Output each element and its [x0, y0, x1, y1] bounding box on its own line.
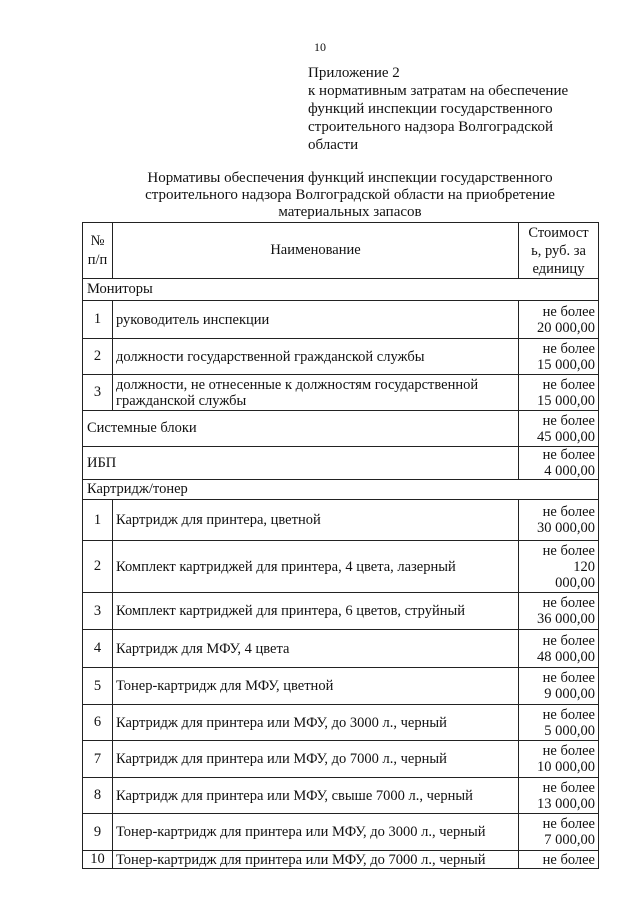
heading-line: Нормативы обеспечения функций инспекции государственного — [147, 170, 553, 186]
item-name-line: Картридж для МФУ, 4 цвета — [116, 640, 290, 657]
table-row — [83, 778, 599, 814]
row-number: 10 — [83, 851, 113, 869]
cost-line: не более — [542, 670, 595, 686]
header-number — [83, 223, 113, 279]
item-name-line: Комплект картриджей для принтера, 6 цветов, струйный — [116, 603, 465, 619]
cost-line: 36 000,00 — [537, 611, 595, 627]
table-row — [83, 668, 599, 705]
heading-line: материальных запасов — [278, 204, 422, 220]
section-label: ИБП — [83, 447, 519, 480]
cost-line: не более — [542, 706, 595, 723]
cost-cell — [519, 778, 599, 814]
table-row — [83, 541, 599, 593]
appendix-line: строительного надзора Волгоградской — [308, 119, 553, 135]
table-row — [83, 705, 599, 741]
item-name-line: должности государственной гражданской службы — [116, 348, 425, 365]
header-cost-line: ь, руб. за — [531, 242, 586, 259]
cost-cell — [519, 541, 599, 593]
cost-line: 48 000,00 — [537, 648, 595, 665]
appendix-line: области — [308, 137, 359, 153]
table-row — [83, 593, 599, 630]
item-name-line: Картридж для принтера или МФУ, до 7000 л., черный — [116, 751, 447, 767]
item-name — [113, 668, 519, 705]
cost-line: не более — [542, 851, 595, 868]
item-name-line: Картридж для принтера или МФУ, свыше 7000 л., черный — [116, 787, 473, 804]
item-name — [113, 630, 519, 668]
cost-cell — [519, 500, 599, 541]
cost-line: не более — [542, 376, 595, 393]
item-name — [113, 593, 519, 630]
row-number: 6 — [83, 705, 113, 741]
row-number: 1 — [83, 301, 113, 339]
cost-cell — [519, 447, 599, 480]
table-row — [83, 480, 599, 500]
cost-line: 9 000,00 — [544, 686, 595, 702]
cost-line: не более — [542, 632, 595, 649]
heading-line: строительного надзора Волгоградской области на приобретение — [145, 187, 555, 203]
item-name-line: руководитель инспекции — [116, 311, 270, 328]
cost-cell — [519, 741, 599, 778]
item-name — [113, 814, 519, 851]
item-name-line: гражданской службы — [116, 392, 247, 409]
cost-line: 30 000,00 — [537, 520, 595, 536]
cost-cell — [519, 301, 599, 339]
cost-cell — [519, 339, 599, 375]
header-number-line: п/п — [87, 251, 108, 268]
cost-cell — [519, 630, 599, 668]
header-cost-line: Стоимост — [528, 224, 589, 241]
cost-line: не более — [542, 595, 595, 611]
section-label: Мониторы — [83, 279, 599, 301]
cost-cell — [519, 814, 599, 851]
row-number: 3 — [83, 593, 113, 630]
cost-line: 000,00 — [555, 574, 595, 591]
page-number: 10 — [314, 40, 326, 54]
item-name — [113, 705, 519, 741]
table-row — [83, 411, 599, 447]
cost-line: 15 000,00 — [537, 392, 595, 409]
cost-line: не более — [542, 412, 595, 429]
cost-line: 45 000,00 — [537, 428, 595, 445]
cost-line: не более — [542, 743, 595, 759]
row-number: 8 — [83, 778, 113, 814]
item-name-line: Тонер-картридж для принтера или МФУ, до 7000 л., черный — [116, 851, 486, 868]
item-name — [113, 541, 519, 593]
item-name — [113, 851, 519, 869]
row-number: 9 — [83, 814, 113, 851]
header-cost-line: единицу — [532, 260, 585, 277]
row-number: 7 — [83, 741, 113, 778]
cost-cell — [519, 411, 599, 447]
item-name-line: Картридж для принтера или МФУ, до 3000 л., черный — [116, 714, 447, 731]
row-number: 2 — [83, 339, 113, 375]
header-cost — [519, 223, 599, 279]
item-name — [113, 301, 519, 339]
cost-cell — [519, 375, 599, 411]
table-row — [83, 630, 599, 668]
row-number: 5 — [83, 668, 113, 705]
table-row — [83, 375, 599, 411]
item-name — [113, 500, 519, 541]
appendix-line: функций инспекции государственного — [308, 101, 553, 117]
cost-line: не более — [542, 816, 595, 832]
row-number: 1 — [83, 500, 113, 541]
cost-line: не более — [542, 303, 595, 320]
cost-cell — [519, 593, 599, 630]
cost-line: не более — [542, 447, 595, 463]
cost-line: 4 000,00 — [544, 463, 595, 479]
table-header-row — [83, 223, 599, 279]
cost-line: 5 000,00 — [544, 722, 595, 739]
appendix-line: Приложение 2 — [308, 65, 400, 81]
cost-line: 7 000,00 — [544, 832, 595, 848]
table-row — [83, 447, 599, 480]
appendix-line: к нормативным затратам на обеспечение — [308, 83, 569, 99]
cost-cell — [519, 851, 599, 869]
cost-line: не более — [542, 340, 595, 357]
row-number: 2 — [83, 541, 113, 593]
table-row — [83, 741, 599, 778]
cost-line: не более — [542, 779, 595, 796]
cost-line: 13 000,00 — [537, 795, 595, 812]
table-body — [83, 279, 599, 869]
table-row — [83, 851, 599, 869]
cost-line: не более — [542, 542, 595, 559]
table-row — [83, 279, 599, 301]
item-name — [113, 778, 519, 814]
cost-cell — [519, 705, 599, 741]
item-name — [113, 339, 519, 375]
item-name-line: Тонер-картридж для МФУ, цветной — [116, 678, 334, 694]
cost-line: 15 000,00 — [537, 356, 595, 373]
table-row — [83, 500, 599, 541]
document-heading — [60, 170, 640, 221]
cost-line: не более — [542, 504, 595, 520]
appendix-block — [308, 64, 568, 154]
item-name-line: Тонер-картридж для принтера или МФУ, до 3000 л., черный — [116, 824, 486, 840]
section-label: Системные блоки — [83, 411, 519, 447]
item-name-line: должности, не отнесенные к должностям государственной — [116, 376, 479, 393]
item-name — [113, 375, 519, 411]
item-name-line: Картридж для принтера, цветной — [116, 512, 321, 528]
item-name-line: Комплект картриджей для принтера, 4 цвета, лазерный — [116, 558, 456, 575]
item-name — [113, 741, 519, 778]
cost-line: 10 000,00 — [537, 759, 595, 775]
cost-line: 20 000,00 — [537, 319, 595, 336]
row-number: 4 — [83, 630, 113, 668]
header-number-line: № — [90, 232, 105, 249]
table-row — [83, 339, 599, 375]
header-name: Наименование — [113, 223, 519, 279]
cost-line: 120 — [573, 558, 595, 575]
table-row — [83, 301, 599, 339]
norms-table — [82, 222, 599, 869]
cost-cell — [519, 668, 599, 705]
section-label: Картридж/тонер — [83, 480, 599, 500]
row-number: 3 — [83, 375, 113, 411]
table-row — [83, 814, 599, 851]
